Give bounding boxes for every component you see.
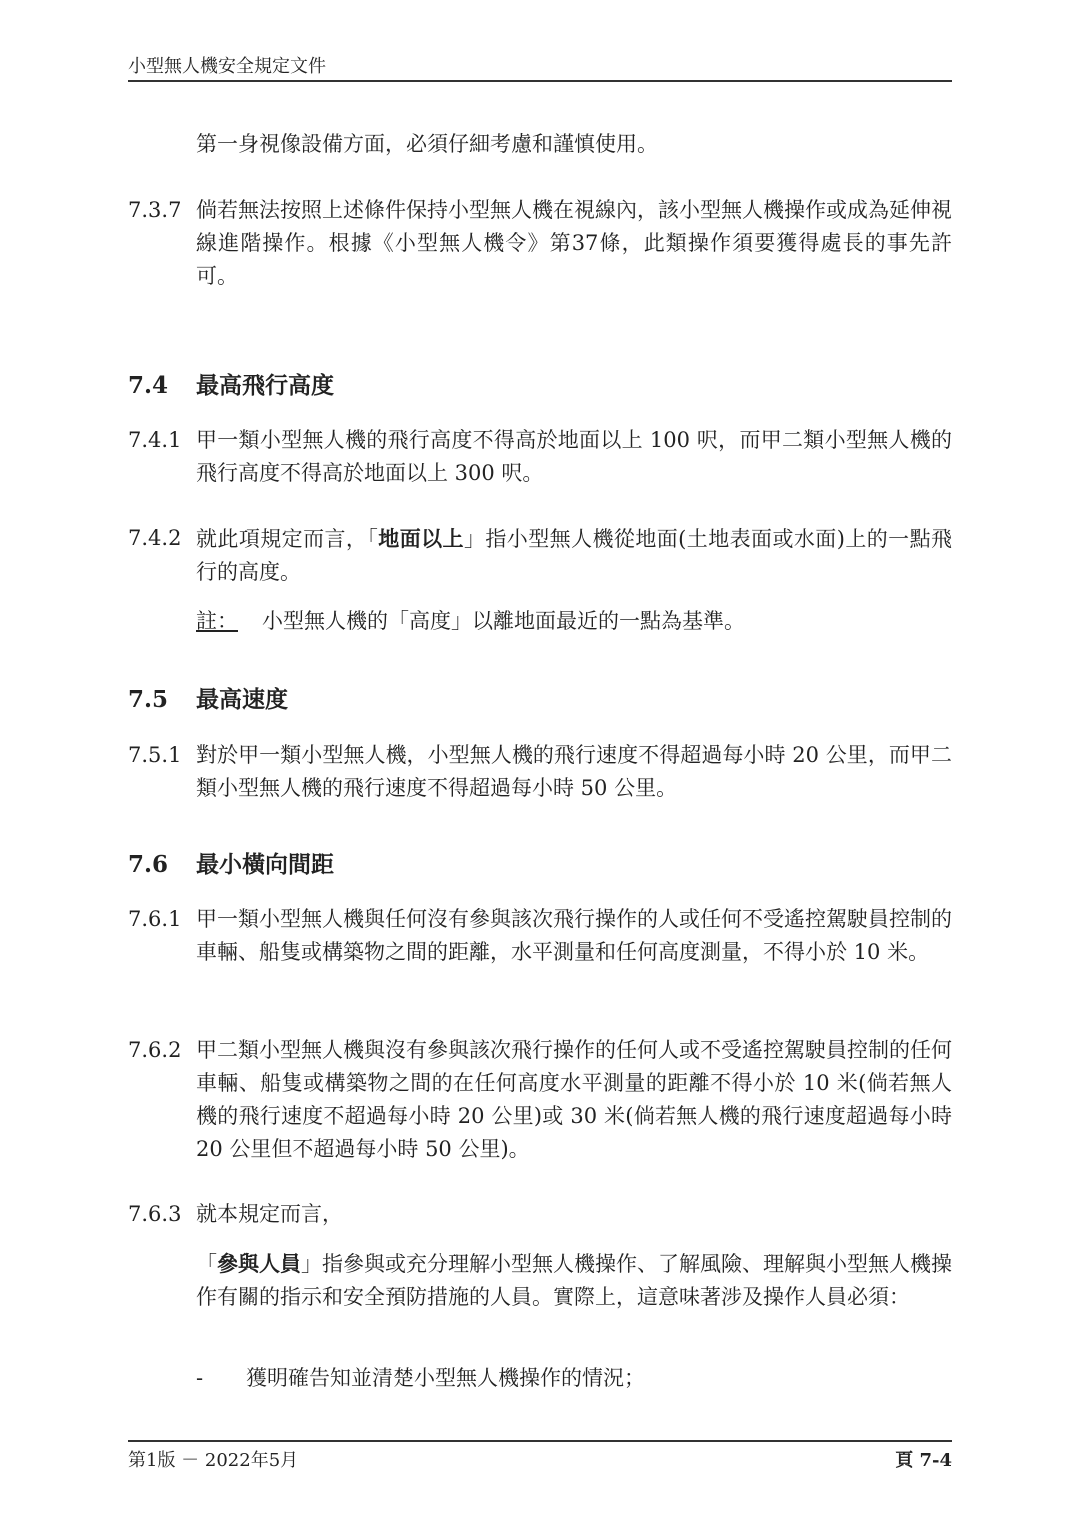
para-number-7-4-1: 7.4.1 (128, 428, 182, 452)
section-number-7-5: 7.5 (128, 686, 169, 713)
para-7-4-2-pre: 就此項規定而言，「 (196, 527, 379, 551)
section-title-7-6: 最小橫向間距 (196, 851, 334, 878)
footer-page-number: 頁 7-4 (895, 1450, 952, 1471)
para-7-5-1: 對於甲一類小型無人機，小型無人機的飛行速度不得超過每小時 20 公里，而甲二類小型無人機的飛行速度不得超過每小時 50 公里。 (196, 743, 952, 800)
para-7-3-7: 倘若無法按照上述條件保持小型無人機在視線內，該小型無人機操作或成為延伸視線進階操作。根據《小型無人機令》第37條，此類操作須要獲得處長的事先許可。 (196, 198, 952, 288)
document-header-title: 小型無人機安全規定文件 (128, 56, 326, 77)
section-number-7-4: 7.4 (128, 372, 169, 399)
section-title-7-4: 最高飛行高度 (196, 372, 334, 399)
note-text: 小型無人機的「高度」以離地面最近的一點為基準。 (262, 609, 745, 633)
para-number-7-4-2: 7.4.2 (128, 526, 182, 550)
para-7-4-2-post: 」指小型無人機從地面(土地表面或水面)上的一點飛行的高度。 (196, 527, 953, 584)
section-title-7-5: 最高速度 (196, 686, 288, 713)
para-number-7-3-7: 7.3.7 (128, 198, 182, 222)
footer-rule (128, 1440, 952, 1442)
definition-pre: 「 (196, 1252, 217, 1276)
para-number-7-5-1: 7.5.1 (128, 743, 182, 767)
para-number-7-6-1: 7.6.1 (128, 907, 182, 931)
note-label: 註： (196, 609, 238, 633)
para-7-4-2 (196, 522, 952, 589)
para-number-7-6-2: 7.6.2 (128, 1038, 182, 1062)
continued-paragraph: 第一身視像設備方面，必須仔細考慮和謹慎使用。 (196, 132, 658, 156)
footer-edition: 第1版 － 2022年5月 (128, 1450, 299, 1471)
bullet-dash: - (196, 1366, 204, 1390)
para-number-7-6-3: 7.6.3 (128, 1202, 182, 1226)
definition-post: 」指參與或充分理解小型無人機操作、了解風險、理解與小型無人機操作有關的指示和安全預防措施的人員。實際上，這意味著涉及操作人員必須： (196, 1252, 952, 1309)
definition-participating-persons (196, 1247, 952, 1314)
bullet-item: 獲明確告知並清楚小型無人機操作的情況； (246, 1366, 645, 1390)
para-7-6-3: 就本規定而言， (196, 1202, 343, 1226)
para-7-4-1: 甲一類小型無人機的飛行高度不得高於地面以上 100 呎，而甲二類小型無人機的飛行高度不得高於地面以上 300 呎。 (196, 428, 952, 485)
term-participating-persons: 參與人員 (217, 1251, 301, 1276)
header-rule (128, 80, 952, 82)
para-7-6-1: 甲一類小型無人機與任何沒有參與該次飛行操作的人或任何不受遙控駕駛員控制的車輛、船隻或構築物之間的距離，水平測量和任何高度測量，不得小於 10 米。 (196, 907, 952, 964)
section-number-7-6: 7.6 (128, 851, 169, 878)
term-above-ground: 地面以上 (378, 526, 464, 551)
para-7-6-2: 甲二類小型無人機與沒有參與該次飛行操作的任何人或不受遙控駕駛員控制的任何車輛、船隻或構築物之間的在任何高度水平測量的距離不得小於 10 米(倘若無人機的飛行速度不超過每小時 20 公里)或 30 米(倘若無人機的飛行速度超過每小時 20 公里但不超過每小時 50 公里)。 (196, 1038, 952, 1161)
